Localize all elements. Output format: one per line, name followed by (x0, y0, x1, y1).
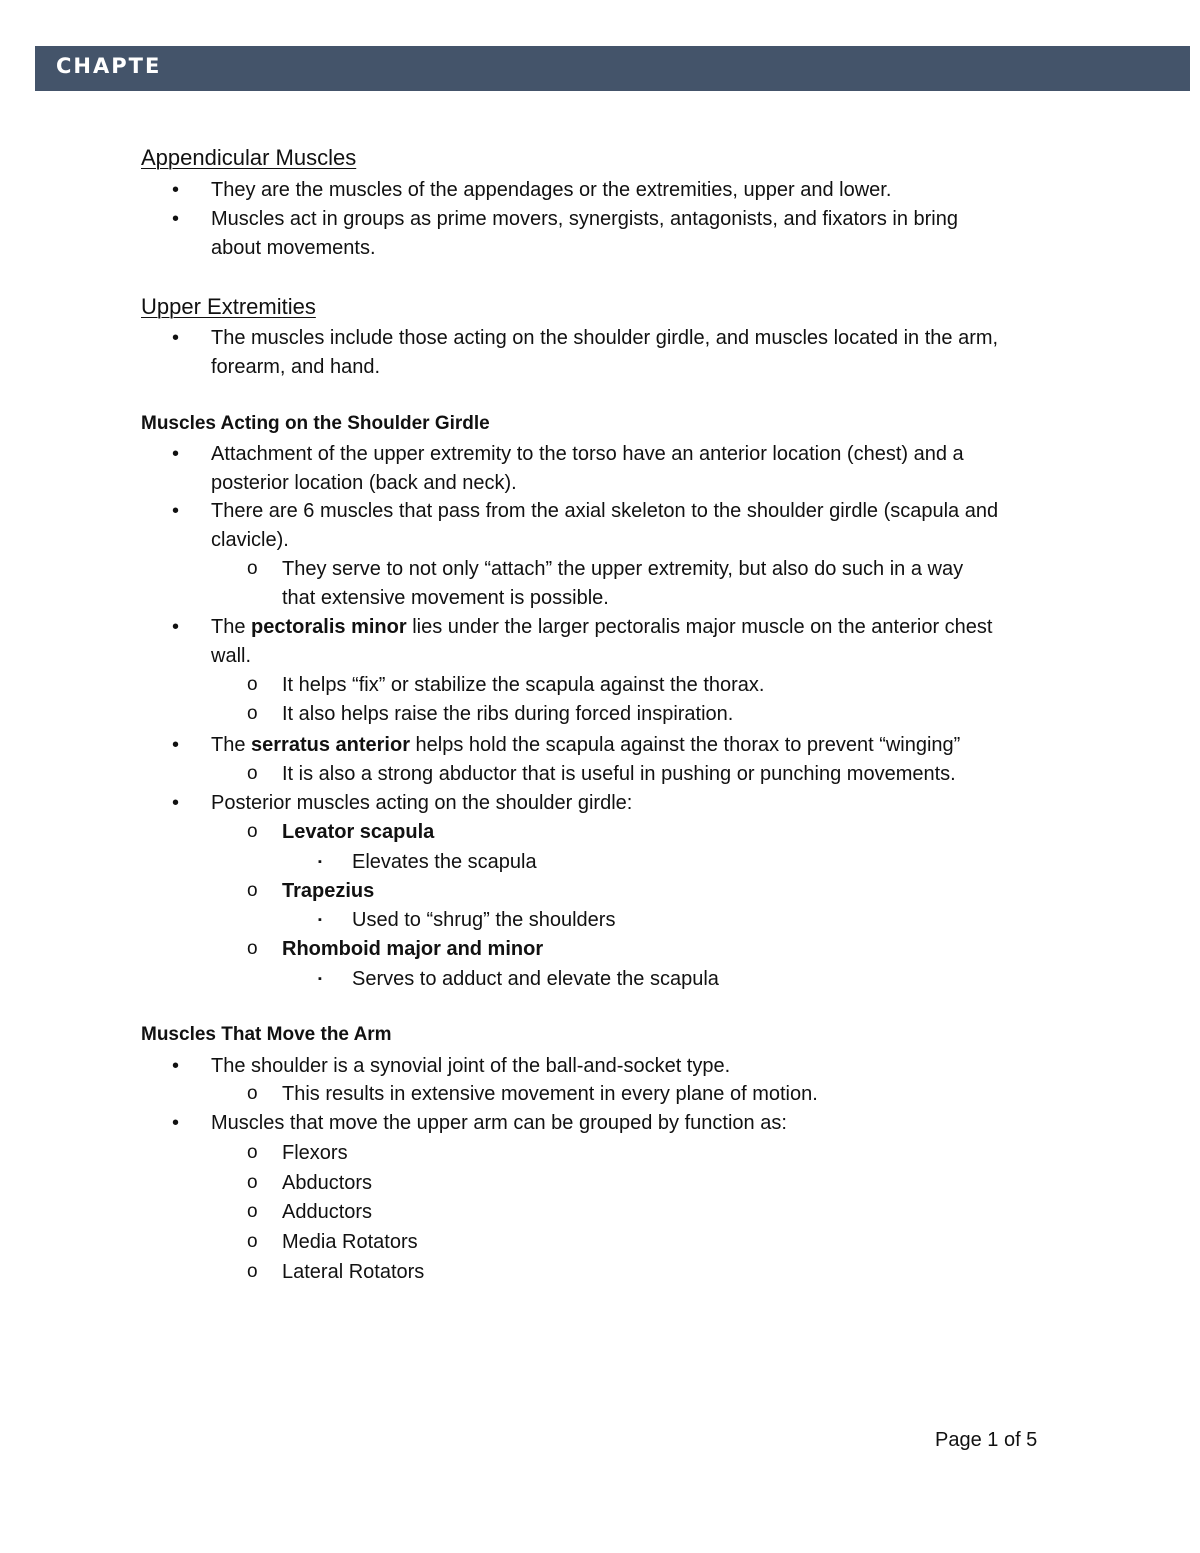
chapter-header-bar (35, 46, 1190, 91)
square-bullet-icon: ▪ (318, 856, 322, 868)
bullet-icon: • (172, 443, 180, 465)
bullet-icon: • (172, 208, 180, 230)
text-run: The (211, 734, 252, 756)
list-item: Posterior muscles acting on the shoulder girdle: (211, 792, 633, 814)
circle-bullet-icon: o (247, 674, 258, 695)
sub-list-item: It also helps raise the ribs during forced inspiration. (282, 703, 734, 725)
circle-bullet-icon: o (247, 880, 258, 901)
term-serratus-anterior: serratus anterior (251, 734, 410, 756)
bullet-icon: • (172, 1112, 180, 1134)
sub-list-item: It helps “fix” or stabilize the scapula against the thorax. (282, 674, 765, 696)
muscle-name-trapezius: Trapezius (282, 880, 375, 902)
circle-bullet-icon: o (247, 558, 258, 579)
circle-bullet-icon: o (247, 763, 258, 784)
text-run: helps hold the scapula against the thorax to prevent “winging” (410, 734, 961, 756)
circle-bullet-icon: o (247, 1083, 258, 1104)
list-item: They are the muscles of the appendages or the extremities, upper and lower. (211, 179, 892, 201)
list-item: The muscles include those acting on the shoulder girdle, and muscles located in the arm, (211, 327, 999, 349)
text-run: The (211, 616, 252, 638)
bullet-icon: • (172, 500, 180, 522)
square-bullet-icon: ▪ (318, 914, 322, 926)
subheading-shoulder-girdle: Muscles Acting on the Shoulder Girdle (141, 413, 490, 434)
list-item: Attachment of the upper extremity to the torso have an anterior location (chest) and a (211, 443, 964, 465)
sub-list-item: It is also a strong abductor that is useful in pushing or punching movements. (282, 763, 956, 785)
list-item-continuation: wall. (211, 645, 252, 667)
list-item-continuation: about movements. (211, 237, 376, 259)
text-run: lies under the larger pectoralis major muscle on the anterior chest (406, 616, 993, 638)
list-item (211, 615, 992, 639)
list-item: Muscles act in groups as prime movers, synergists, antagonists, and fixators in bring (211, 208, 958, 230)
bullet-icon: • (172, 179, 180, 201)
list-item-continuation: clavicle). (211, 529, 289, 551)
section-heading-upper-extremities: Upper Extremities (141, 294, 316, 319)
muscle-description: Elevates the scapula (352, 851, 537, 873)
circle-bullet-icon: o (247, 821, 258, 842)
circle-bullet-icon: o (247, 1261, 258, 1282)
circle-bullet-icon: o (247, 1172, 258, 1193)
circle-bullet-icon: o (247, 703, 258, 724)
page-number: Page 1 of 5 (935, 1429, 1038, 1451)
muscle-description: Serves to adduct and elevate the scapula (352, 968, 719, 990)
list-item: The shoulder is a synovial joint of the ball-and-socket type. (211, 1055, 731, 1077)
bullet-icon: • (172, 792, 180, 814)
bullet-icon: • (172, 327, 180, 349)
group-item-adductors: Adductors (282, 1201, 373, 1223)
circle-bullet-icon: o (247, 1201, 258, 1222)
list-item-continuation: forearm, and hand. (211, 356, 380, 378)
muscle-description: Used to “shrug” the shoulders (352, 909, 616, 931)
section-heading-appendicular: Appendicular Muscles (141, 145, 357, 170)
group-item-flexors: Flexors (282, 1142, 348, 1164)
square-bullet-icon: ▪ (318, 973, 322, 985)
bullet-icon: • (172, 734, 180, 756)
subheading-move-arm: Muscles That Move the Arm (141, 1024, 392, 1045)
circle-bullet-icon: o (247, 1142, 258, 1163)
list-item: There are 6 muscles that pass from the axial skeleton to the shoulder girdle (scapula and (211, 500, 999, 522)
bullet-icon: • (172, 1055, 180, 1077)
list-item: Muscles that move the upper arm can be grouped by function as: (211, 1112, 787, 1134)
bullet-icon: • (172, 616, 180, 638)
circle-bullet-icon: o (247, 1231, 258, 1252)
sub-list-item: They serve to not only “attach” the upper extremity, but also do such in a way (282, 558, 964, 580)
muscle-name-rhomboid: Rhomboid major and minor (282, 938, 544, 960)
circle-bullet-icon: o (247, 938, 258, 959)
term-pectoralis-minor: pectoralis minor (251, 616, 407, 638)
list-item-continuation: posterior location (back and neck). (211, 472, 517, 494)
list-item (211, 733, 960, 757)
group-item-media-rotators: Media Rotators (282, 1231, 418, 1253)
group-item-lateral-rotators: Lateral Rotators (282, 1261, 425, 1283)
chapter-title: CHAPTE (56, 54, 162, 78)
group-item-abductors: Abductors (282, 1172, 373, 1194)
sub-list-item-continuation: that extensive movement is possible. (282, 587, 609, 609)
sub-list-item: This results in extensive movement in every plane of motion. (282, 1083, 818, 1105)
muscle-name-levator-scapula: Levator scapula (282, 821, 435, 843)
